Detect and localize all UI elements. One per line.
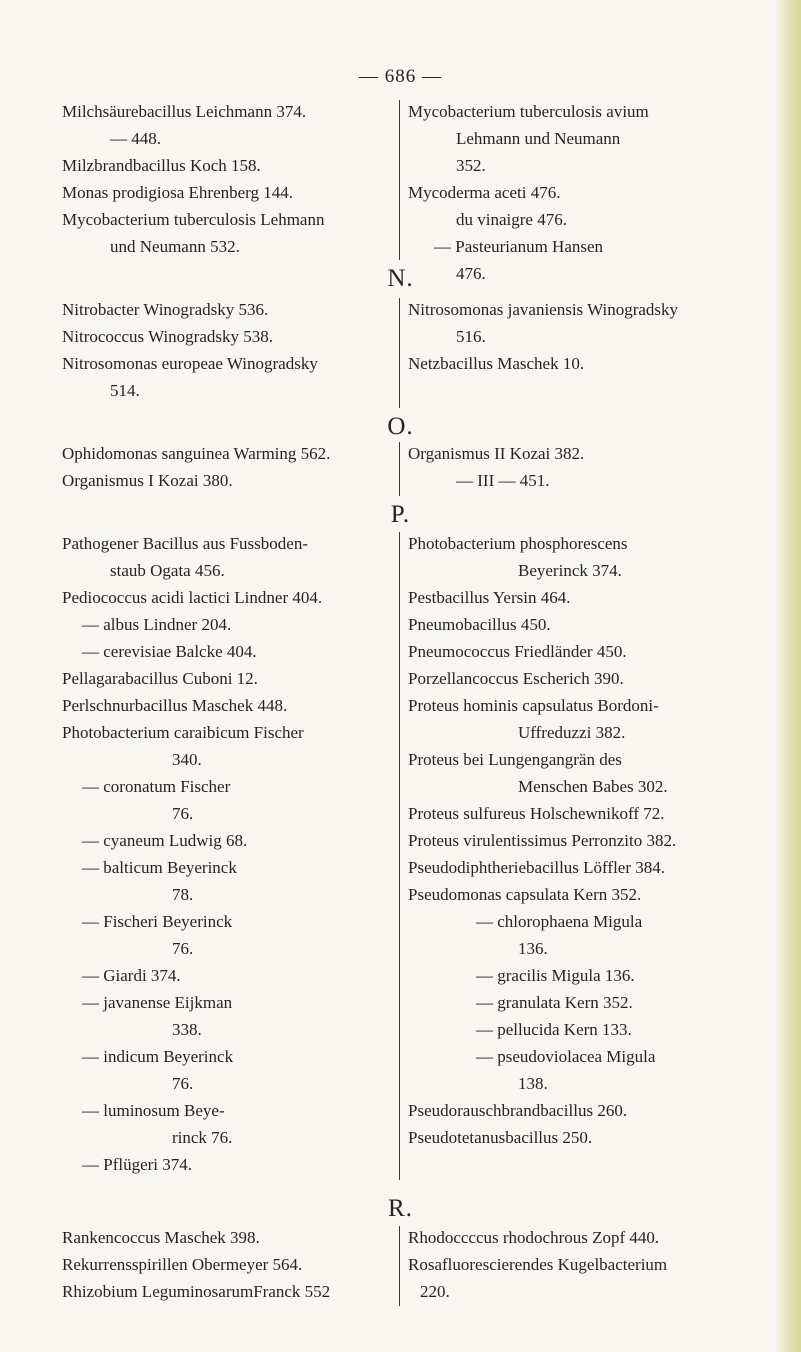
section-n-right-column [408,296,758,377]
index-entry: — coronatum Fischer [82,777,231,796]
index-entry: — pseudoviolacea Migula [476,1047,656,1066]
index-entry: Pathogener Bacillus aus Fussboden- [62,534,308,553]
section-o-left-column [62,440,394,494]
index-entry: 76. [172,1074,194,1093]
section-r-left-column [62,1224,394,1305]
index-entry: 338. [172,1020,202,1039]
index-entry: — granulata Kern 352. [476,993,633,1012]
section-letter-p: P. [390,501,411,528]
index-entry: Pellagarabacillus Cuboni 12. [62,669,258,688]
index-entry: — Pflügeri 374. [82,1155,193,1174]
index-entry: — luminosum Beye- [82,1101,225,1120]
section-p-left-column [62,530,394,1178]
index-entry: — chlorophaena Migula [476,912,643,931]
index-entry: Uffreduzzi 382. [518,723,626,742]
index-entry: rinck 76. [172,1128,233,1147]
section-o-right-column [408,440,758,494]
index-entry: — cyaneum Ludwig 68. [82,831,248,850]
section-m-right-column [408,98,758,287]
index-entry: staub Ogata 456. [110,561,225,580]
page-edge-discoloration [775,0,801,1352]
index-entry: Nitrosomonas europeae Winogradsky [62,354,318,373]
index-entry: 138. [518,1074,548,1093]
index-entry: 220. [420,1282,450,1301]
index-entry: Rekurrensspirillen Obermeyer 564. [62,1255,303,1274]
column-divider [399,298,400,408]
section-r-right-column [408,1224,758,1305]
index-entry: Mycoderma aceti 476. [408,183,561,202]
index-entry: 76. [172,804,194,823]
index-entry: 340. [172,750,202,769]
index-entry: du vinaigre 476. [456,210,567,229]
section-n-left-column [62,296,394,404]
index-entry: — balticum Beyerinck [82,858,237,877]
index-entry: Organismus I Kozai 380. [62,471,233,490]
index-entry: 78. [172,885,194,904]
index-entry: Nitrosomonas javaniensis Winogradsky [408,300,679,319]
index-entry: und Neumann 532. [110,237,240,256]
index-entry: — gracilis Migula 136. [476,966,635,985]
index-entry: Menschen Babes 302. [518,777,668,796]
index-entry: Proteus sulfureus Holschewnikoff 72. [408,804,665,823]
index-entry: Proteus bei Lungengangrän des [408,750,622,769]
index-entry: — albus Lindner 204. [82,615,232,634]
index-entry: Pseudodiphtheriebacillus Löffler 384. [408,858,665,877]
index-entry: Pseudotetanusbacillus 250. [408,1128,593,1147]
index-entry: Monas prodigiosa Ehrenberg 144. [62,183,294,202]
index-entry: Rhizobium LeguminosarumFranck 552 [62,1282,331,1301]
index-entry: Ophidomonas sanguinea Warming 562. [62,444,331,463]
section-m-left-column [62,98,394,260]
index-entry: — Pasteurianum Hansen [434,237,604,256]
index-entry: 76. [172,939,194,958]
index-entry: Mycobacterium tuberculosis Lehmann [62,210,325,229]
index-entry: Porzellancoccus Escherich 390. [408,669,624,688]
index-entry: 476. [456,264,486,283]
index-entry: — 448. [110,129,161,148]
index-entry: Organismus II Kozai 382. [408,444,585,463]
column-divider [399,442,400,496]
index-entry: — III — 451. [456,471,550,490]
index-entry: Photobacterium caraibicum Fischer [62,723,304,742]
column-divider [399,532,400,1180]
section-letter-o: O. [387,413,414,440]
index-entry: 514. [110,381,140,400]
index-entry: Nitrococcus Winogradsky 538. [62,327,273,346]
column-divider [399,1226,400,1306]
index-entry: — Fischeri Beyerinck [82,912,233,931]
index-entry: Rosafluorescierendes Kugelbacterium [408,1255,668,1274]
index-entry: Pediococcus acidi lactici Lindner 404. [62,588,323,607]
index-entry: Milchsäurebacillus Leichmann 374. [62,102,307,121]
index-entry: 136. [518,939,548,958]
index-entry: Photobacterium phosphorescens [408,534,628,553]
index-entry: Beyerinck 374. [518,561,622,580]
column-divider [399,100,400,260]
index-entry: Pseudorauschbrandbacillus 260. [408,1101,628,1120]
index-entry: Pestbacillus Yersin 464. [408,588,571,607]
index-entry: Nitrobacter Winogradsky 536. [62,300,269,319]
index-entry: Rhodoccccus rhodochrous Zopf 440. [408,1228,660,1247]
index-entry: — Giardi 374. [82,966,181,985]
index-entry: Proteus hominis capsulatus Bordoni- [408,696,659,715]
index-entry: 352. [456,156,486,175]
index-entry: Pseudomonas capsulata Kern 352. [408,885,642,904]
section-p-right-column [408,530,758,1151]
index-entry: Mycobacterium tuberculosis avium [408,102,649,121]
section-letter-r: R. [388,1195,413,1222]
index-entry: — cerevisiae Balcke 404. [82,642,257,661]
index-entry: — javanense Eijkman [82,993,233,1012]
index-entry: Pneumococcus Friedländer 450. [408,642,627,661]
index-entry: Netzbacillus Maschek 10. [408,354,585,373]
index-entry: Milzbrandbacillus Koch 158. [62,156,261,175]
section-letter-n: N. [387,265,414,292]
index-entry: Lehmann und Neumann [456,129,621,148]
index-entry: — indicum Beyerinck [82,1047,234,1066]
index-entry: — pellucida Kern 133. [476,1020,632,1039]
index-entry: 516. [456,327,486,346]
index-entry: Perlschnurbacillus Maschek 448. [62,696,288,715]
index-entry: Rankencoccus Maschek 398. [62,1228,260,1247]
page-number: — 686 — [359,66,442,87]
index-entry: Pneumobacillus 450. [408,615,551,634]
index-entry: Proteus virulentissimus Perronzito 382. [408,831,677,850]
